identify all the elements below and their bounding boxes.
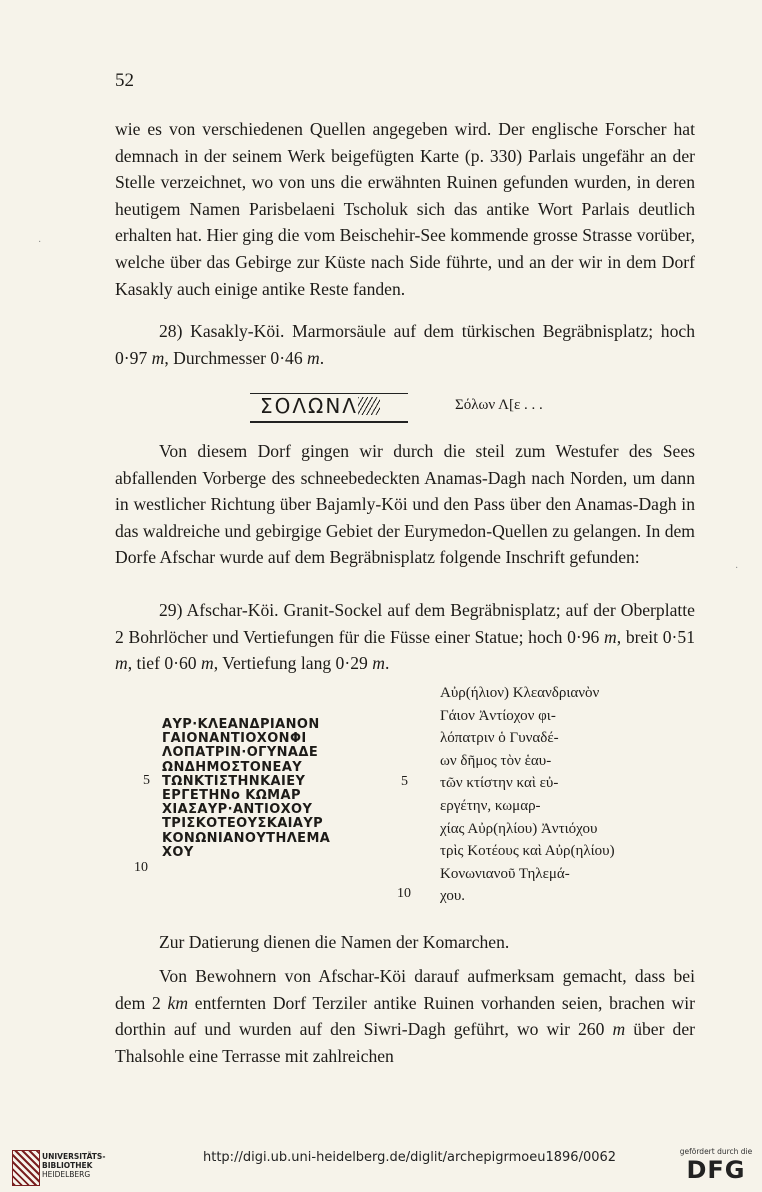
erased-letters-mark (358, 397, 380, 415)
transcription-line: Κονωνιανοῦ Τηλεμά- (440, 865, 570, 882)
capital-line: ΛΟΠΑΤΡΙΝ·ΟΓΥΝΑΔΕ (162, 745, 319, 761)
paragraph-komarchen: Zur Datierung dienen die Namen der Komarchen. (159, 932, 510, 952)
dfg-sponsor-logo[interactable] (676, 1147, 756, 1184)
entry-29-description: 29) Afschar-Köi. Granit-Sockel auf dem Begräbnisplatz; auf der Oberplatte 2 Bohrlöcher und Vertiefungen für die Füsse einer Statue; hoch 0·96 m, breit 0·51 m, tief 0·60 m, Vertiefung lang 0·29 m. (115, 600, 695, 674)
entry-28-description: 28) Kasakly-Köi. Marmorsäule auf dem türkischen Begräbnisplatz; hoch 0·97 m, Durchmesser 0·46 m. (115, 321, 695, 368)
transcription-line: τρὶς Κοτέους καὶ Αὐρ(ηλίου) (440, 843, 615, 860)
capitals-line-number-10: 10 (134, 860, 148, 875)
library-name: UNIVERSITÄTS- BIBLIOTHEK HEIDELBERG (42, 1152, 106, 1179)
capital-line: ΧΙΑΣΑΥΡ·ΑΝΤΙΟΧΟΥ (162, 802, 313, 818)
transcription-line: τῶν κτίστην καὶ εὐ- (440, 775, 559, 792)
capital-line: ΩΝΔΗΜΟΣΤΟΝΕΑΥ (162, 759, 303, 775)
inscription-29-capitals (162, 718, 330, 860)
transcription-line: ων δῆμος τὸν ἑαυ- (440, 752, 552, 769)
capital-line: ΤΩΝΚΤΙΣΤΗΝΚΑΙΕΥ (162, 773, 306, 789)
capital-line: ΧΟΥ (162, 844, 194, 860)
capital-line: ΓΑΙΟΝΑΝΤΙΟΧΟΝΦΙ (162, 731, 307, 747)
transcription-line: λόπατριν ὁ Γυναδέ- (440, 730, 559, 747)
paragraph-anamas-dagh: Von diesem Dorf gingen wir durch die steil zum Westufer des Sees abfallenden Vorberge des schneebedeckten Anamas-Dagh nach Norden, um dann in westlicher Richtung über Bajamly-Köi und den Pass über den Anamas-Dagh in das waldreiche und gebirgige Gebiet der Eurymedon-Quellen zu gelangen. In dem Dorfe Afschar wurde auf dem Begräbnisplatz folgende Inschrift gefunden: (115, 441, 695, 568)
margin-speck: · (735, 563, 739, 574)
inscription-bottom-rule (250, 421, 408, 423)
capital-line: ΚΟΝΩΝΙΑΝΟΥΤΗΛΕΜΑ (162, 830, 331, 846)
margin-speck: · (38, 237, 42, 248)
inscription-29-transcription (440, 682, 615, 908)
paragraph-parlais: wie es von verschiedenen Quellen angegeben wird. Der englische Forscher hat demnach in der seinem Werk beigefügten Karte (p. 330) Parlais ungefähr an der Stelle verzeichnet, wo von uns die erwähnten Ruinen gefunden wurden, in deren heutigem Namen Parisbelaeni Tscholuk sich das antike Wort Parlais deutlich erhalten hat. Hier ging die vom Beischehir-See kommende grosse Strasse vorüber, welche über das Gebirge zur Küste nach Side führte, und an der wir in dem Dorf Kasakly auch einige antike Reste fanden. (115, 119, 695, 299)
inscription-28-transcription: Σόλων Λ[ε . . . (455, 397, 543, 413)
inscription-28-capitals: ΣΟΛΩΝΛ (260, 394, 380, 418)
source-url-link[interactable]: http://digi.ub.uni-heidelberg.de/diglit/archepigrmoeu1896/0062 (203, 1150, 617, 1165)
transcription-line: χίας Αὐρ(ηλίου) Ἀντιόχου (440, 820, 598, 837)
page-number: 52 (115, 70, 134, 91)
paragraph-terziler: Von Bewohnern von Afschar-Köi darauf aufmerksam gemacht, dass bei dem 2 km entfernten Dorf Terziler antike Ruinen vorhanden seien, brachen wir dorthin auf und wurden auf den Siwri-Dagh geführt, wo wir 260 m über der Thalsohle eine Terrasse mit zahlreichen (115, 966, 695, 1066)
dfg-logo-text: DFG (686, 1156, 746, 1184)
transcription-line: χου. (440, 888, 466, 905)
capital-line: ΕΡΓΕΤΗΝο ΚΩΜΑΡ (162, 788, 301, 804)
transcription-line: Γάιον Ἀντίοχον φι- (440, 707, 556, 724)
sponsor-label: gefördert durch die (679, 1147, 753, 1156)
transcription-line-number-5: 5 (401, 774, 408, 789)
capital-line: ΑΥΡ·ΚΛΕΑΝΔΡΙΑΝΟΝ (162, 717, 320, 732)
capitals-line-number-5: 5 (143, 773, 150, 788)
heidelberg-emblem-icon (12, 1150, 40, 1186)
capital-line: ΤΡΙΣΚΟΤΕΟΥΣΚΑΙΑΥΡ (162, 816, 324, 832)
library-logo[interactable] (12, 1150, 142, 1188)
transcription-line: εργέτην, κωμαρ- (440, 797, 541, 814)
transcription-line-number-10: 10 (397, 886, 411, 901)
inscription-28 (250, 390, 410, 430)
transcription-line: Αὐρ(ήλιον) Κλεανδριανὸν (440, 685, 600, 701)
